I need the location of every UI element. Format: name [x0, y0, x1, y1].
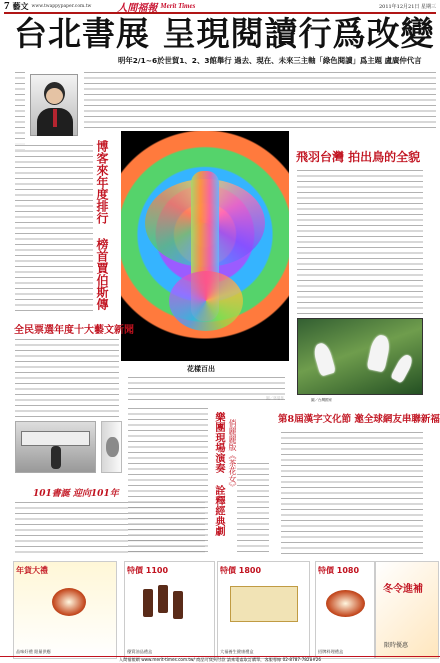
oil-bottle-3 [173, 591, 183, 619]
ad2-title: 特價 1100 [127, 566, 169, 575]
main-photo-caption: 花樣百出 [187, 365, 215, 373]
egret-right [390, 353, 415, 384]
vertical-bestseller-headline: 博客來年度排行 榜首賈伯斯傳 [95, 140, 109, 310]
expo-photo [15, 421, 96, 473]
ad4-title: 特價 1080 [318, 566, 360, 575]
music-article-text [237, 461, 269, 555]
publication-date: 2011年12月21日 星期三 [378, 3, 436, 10]
article-text-column [15, 70, 25, 150]
egrets-photo [297, 318, 423, 395]
spokesperson-photo [30, 74, 78, 136]
egret-left [312, 341, 336, 376]
booth-panel [21, 431, 90, 446]
dish-gift-ad[interactable] [315, 561, 375, 659]
ordering-footer[interactable]: 人間福報網 www.merit-times.com.tw/ 商品可貨到付款 請來電索取訂購單，客服專線 02-8787-7828#26 [0, 656, 440, 663]
ad4-subtitle: 招牌料理禮盒 [318, 649, 344, 654]
festival-article-title: 第8屆漢字文化節 邀全球網友串聯新福 [278, 414, 440, 425]
main-headline: 台北書展 呈現閱讀行爲改變 [14, 14, 435, 53]
annual-news-section-title: 全民票選年度十大藝文新聞 [14, 325, 134, 336]
ad1-subtitle: 品味好禮 限量供應 [16, 649, 51, 654]
egret-center [366, 334, 391, 373]
photo-description-text [128, 375, 285, 400]
mask-photo [101, 421, 122, 473]
ad5-title: 冬令進補 [383, 584, 423, 595]
visitor-silhouette [51, 446, 61, 469]
oil-gift-ad[interactable] [124, 561, 215, 659]
ad5-subtitle: 限時優惠 [384, 642, 409, 649]
section-label: 藝文 [12, 1, 29, 11]
ad3-subtitle: 大福養生健康禮盒 [220, 649, 254, 654]
dish-image [326, 590, 365, 617]
festival-article-text [281, 430, 423, 554]
ad2-subtitle: 優質油品禮盒 [127, 649, 153, 654]
main-subhead: 明年2/1~6於世貿1、2、3館舉行 過去、現在、未來三主軸「綠色閱讀」爲主題 盧廣仲代言 [118, 56, 422, 65]
ad1-title: 年貨大禮 [16, 566, 48, 575]
oil-bottle-1 [143, 589, 153, 617]
face-shape [46, 88, 63, 104]
newspaper-logo-english: Merit Times [160, 2, 196, 10]
ad3-title: 特價 1800 [220, 566, 262, 575]
flower-cluster-bottom [169, 271, 243, 331]
main-article-text [84, 70, 436, 132]
tie-shape [53, 109, 57, 127]
mask-face [106, 437, 119, 457]
bird-article-title: 飛羽台灣 拍出鳥的全貌 [296, 150, 421, 164]
flower-sculpture-photo [121, 131, 289, 361]
new-year-caption: 101書誕 迎向101年 [33, 489, 119, 499]
health-gift-ad[interactable] [217, 561, 310, 659]
gift-box [230, 586, 298, 622]
food-image [52, 588, 86, 616]
center-article-text [128, 406, 208, 554]
advertisement-strip [13, 561, 439, 659]
annual-news-text [15, 337, 119, 417]
music-label: 俏麗麗版《茶花女》 [228, 419, 237, 491]
page-number: 7 [4, 0, 10, 12]
bird-photo-caption: 圖／台灣國家 [311, 398, 332, 402]
newspaper-logo: 人間福報 [117, 2, 158, 14]
winter-tonic-ad[interactable] [375, 561, 439, 659]
newspaper-header [4, 0, 436, 14]
oil-bottle-2 [158, 585, 168, 613]
new-year-gift-ad[interactable] [13, 561, 117, 659]
bird-article-text [297, 168, 423, 316]
left-article-text [15, 143, 93, 313]
music-vertical-headline: 樂團現場演奏 詮釋經典劇 [213, 412, 225, 537]
site-url[interactable]: www.twappypaper.com.tw [31, 3, 92, 9]
